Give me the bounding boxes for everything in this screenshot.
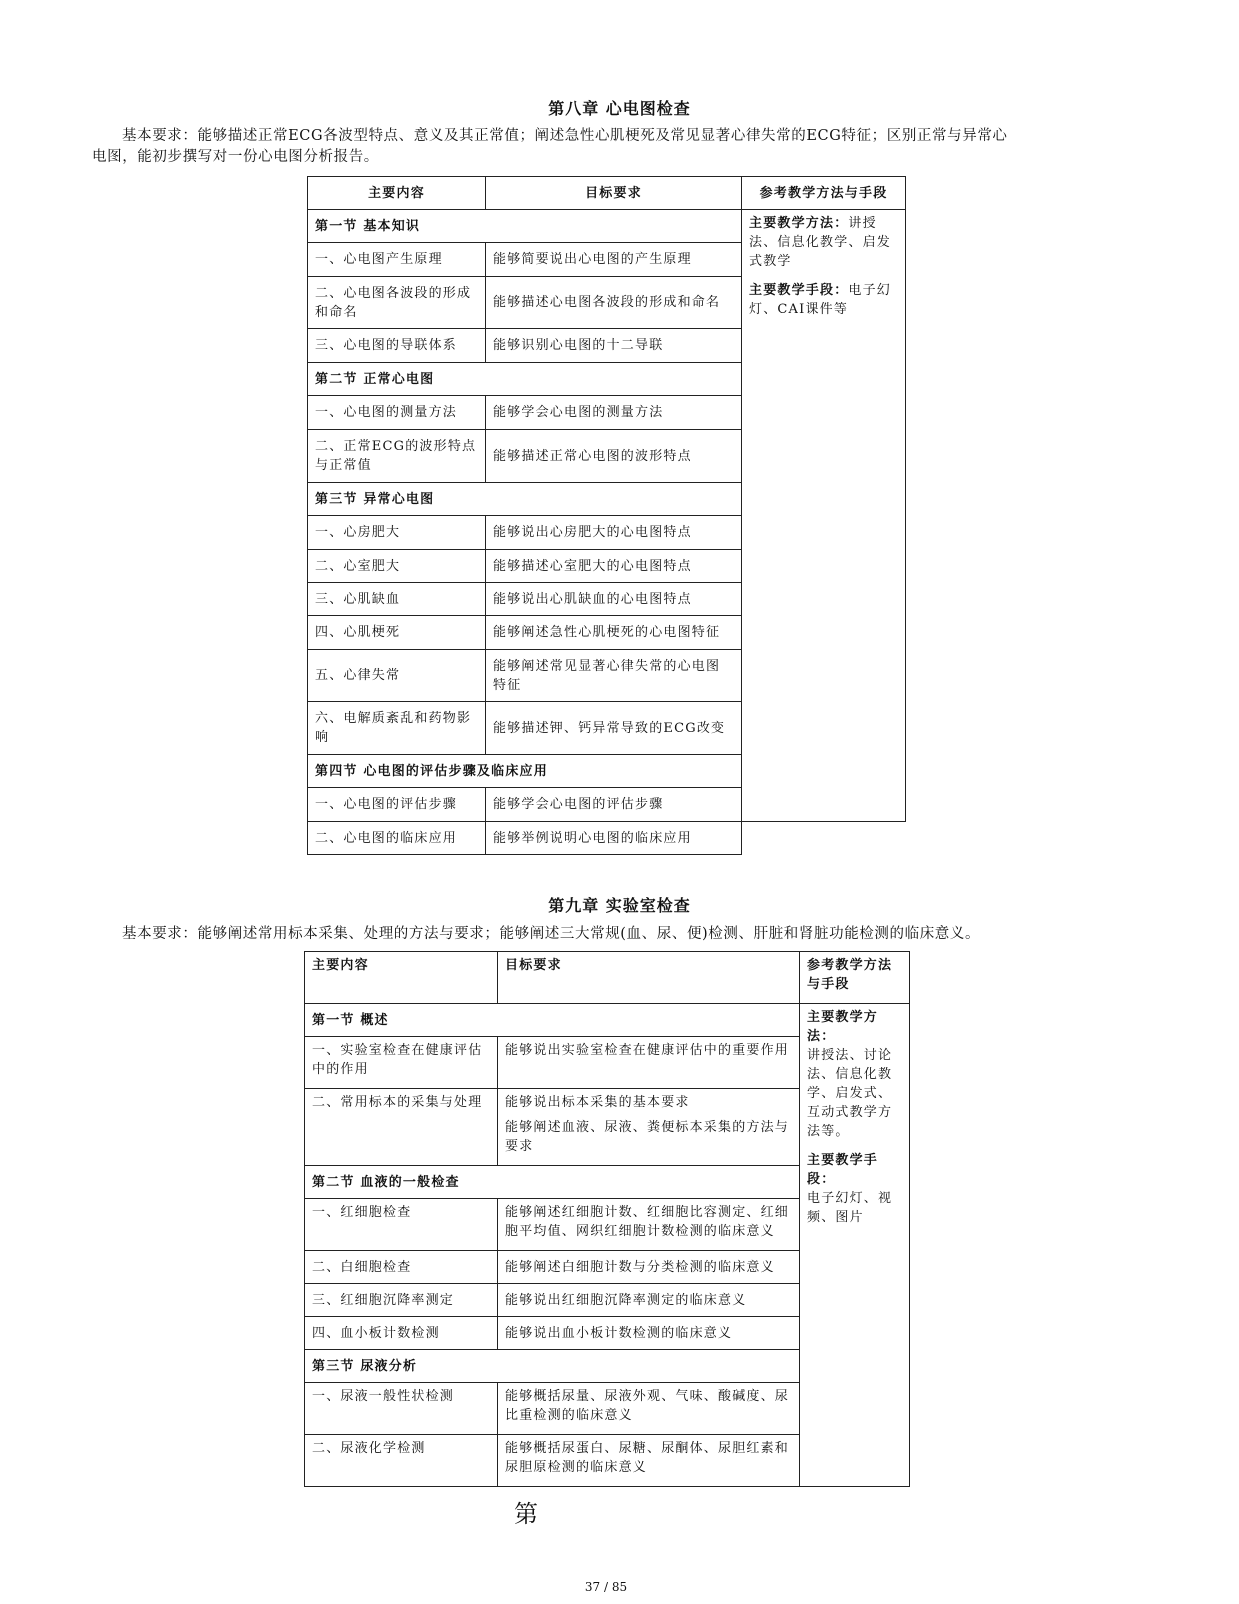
header-goal: 目标要求 [486, 177, 742, 210]
goal-cell: 能够说出心房肥大的心电图特点 [486, 516, 742, 550]
goal-cell: 能够简要说出心电图的产生原理 [486, 243, 742, 277]
chapter-8-title: 第八章 心电图检查 [548, 99, 691, 118]
content-cell: 四、血小板计数检测 [305, 1317, 498, 1350]
content-cell: 五、心律失常 [308, 650, 486, 702]
goal-cell: 能够学会心电图的评估步骤 [486, 788, 742, 822]
means-text: 电子幻灯、CAI课件等 [749, 283, 892, 317]
section-row: 第一节 概述 [305, 1004, 800, 1037]
goal-cell: 能够描述钾、钙异常导致的ECG改变 [486, 702, 742, 755]
chapter-9-requirement: 基本要求：能够阐述常用标本采集、处理的方法与要求；能够阐述三大常规(血、尿、便)检测、肝脏和肾脏功能检测的临床意义。 [122, 926, 981, 942]
content-cell: 二、心电图各波段的形成和命名 [308, 277, 486, 329]
goal-cell: 能够阐述白细胞计数与分类检测的临床意义 [498, 1251, 800, 1284]
header-content: 主要内容 [308, 177, 486, 210]
teaching-method-cell [742, 210, 906, 822]
content-cell: 四、心肌梗死 [308, 616, 486, 650]
section-row: 第二节 正常心电图 [308, 363, 742, 396]
content-cell: 一、心房肥大 [308, 516, 486, 550]
header-method: 参考教学方法与手段 [742, 177, 906, 210]
goal-cell: 能够学会心电图的测量方法 [486, 396, 742, 430]
content-cell: 一、尿液一般性状检测 [305, 1383, 498, 1435]
content-cell: 一、心电图的测量方法 [308, 396, 486, 430]
goal-cell: 能够举例说明心电图的临床应用 [486, 822, 742, 855]
goal-cell: 能够阐述急性心肌梗死的心电图特征 [486, 616, 742, 650]
content-cell: 三、心肌缺血 [308, 583, 486, 616]
goal-cell: 能够描述心电图各波段的形成和命名 [486, 277, 742, 329]
chapter-8-requirement-line2: 电图，能初步撰写对一份心电图分析报告。 [92, 149, 379, 165]
header-method: 参考教学方法与手段 [800, 952, 910, 1004]
goal-cell: 能够描述正常心电图的波形特点 [486, 430, 742, 483]
goal-cell: 能够概括尿蛋白、尿糖、尿酮体、尿胆红素和尿胆原检测的临床意义 [498, 1435, 800, 1487]
means-label: 主要教学手段： [807, 1153, 879, 1187]
chapter-9-table [304, 951, 910, 1487]
chapter-8-table [307, 176, 906, 855]
header-content: 主要内容 [305, 952, 498, 1004]
section-row: 第二节 血液的一般检查 [305, 1166, 800, 1199]
goal-cell: 能够识别心电图的十二导联 [486, 329, 742, 363]
means-text: 电子幻灯、视频、图片 [807, 1191, 893, 1225]
chapter-8-requirement-line1: 基本要求：能够描述正常ECG各波型特点、意义及其正常值；阐述急性心肌梗死及常见显著心律失常的ECG特征；区别正常与异常心 [122, 128, 1008, 144]
teaching-method-cell [800, 1004, 910, 1487]
section-row: 第三节 异常心电图 [308, 483, 742, 516]
goal-line: 能够阐述血液、尿液、粪便标本采集的方法与要求 [505, 1120, 790, 1154]
stray-character: 第 [514, 1500, 538, 1528]
section-row: 第四节 心电图的评估步骤及临床应用 [308, 755, 742, 788]
content-cell: 一、心电图产生原理 [308, 243, 486, 277]
content-cell: 三、红细胞沉降率测定 [305, 1284, 498, 1317]
method-text: 讲授法、讨论法、信息化教学、启发式、互动式教学方法等。 [807, 1048, 893, 1139]
method-label: 主要教学方法： [807, 1010, 879, 1044]
page-number: 37 / 85 [584, 1580, 628, 1594]
goal-cell: 能够概括尿量、尿液外观、气味、酸碱度、尿比重检测的临床意义 [498, 1383, 800, 1435]
content-cell: 二、心室肥大 [308, 550, 486, 583]
content-cell: 六、电解质紊乱和药物影响 [308, 702, 486, 755]
chapter-8-requirement [92, 126, 1142, 168]
content-cell: 二、尿液化学检测 [305, 1435, 498, 1487]
content-cell: 一、心电图的评估步骤 [308, 788, 486, 822]
content-cell: 一、实验室检查在健康评估中的作用 [305, 1037, 498, 1089]
chapter-9-title: 第九章 实验室检查 [548, 896, 691, 915]
goal-cell: 能够阐述红细胞计数、红细胞比容测定、红细胞平均值、网织红细胞计数检测的临床意义 [498, 1199, 800, 1251]
goal-cell: 能够说出红细胞沉降率测定的临床意义 [498, 1284, 800, 1317]
method-text: 讲授法、信息化教学、启发式教学 [749, 216, 892, 269]
means-label: 主要教学手段： [749, 283, 849, 298]
goal-cell: 能够说出心肌缺血的心电图特点 [486, 583, 742, 616]
goal-cell [498, 1089, 800, 1166]
header-goal: 目标要求 [498, 952, 800, 1004]
goal-cell: 能够阐述常见显著心律失常的心电图特征 [486, 650, 742, 702]
content-cell: 一、红细胞检查 [305, 1199, 498, 1251]
goal-cell: 能够说出血小板计数检测的临床意义 [498, 1317, 800, 1350]
content-cell: 二、心电图的临床应用 [308, 822, 486, 855]
section-row: 第一节 基本知识 [308, 210, 742, 243]
method-label: 主要教学方法： [749, 216, 849, 231]
content-cell: 三、心电图的导联体系 [308, 329, 486, 363]
goal-line: 能够说出标本采集的基本要求 [505, 1095, 690, 1110]
goal-cell: 能够说出实验室检查在健康评估中的重要作用 [498, 1037, 800, 1089]
content-cell: 二、常用标本的采集与处理 [305, 1089, 498, 1166]
section-row: 第三节 尿液分析 [305, 1350, 800, 1383]
content-cell: 二、正常ECG的波形特点与正常值 [308, 430, 486, 483]
content-cell: 二、白细胞检查 [305, 1251, 498, 1284]
goal-cell: 能够描述心室肥大的心电图特点 [486, 550, 742, 583]
